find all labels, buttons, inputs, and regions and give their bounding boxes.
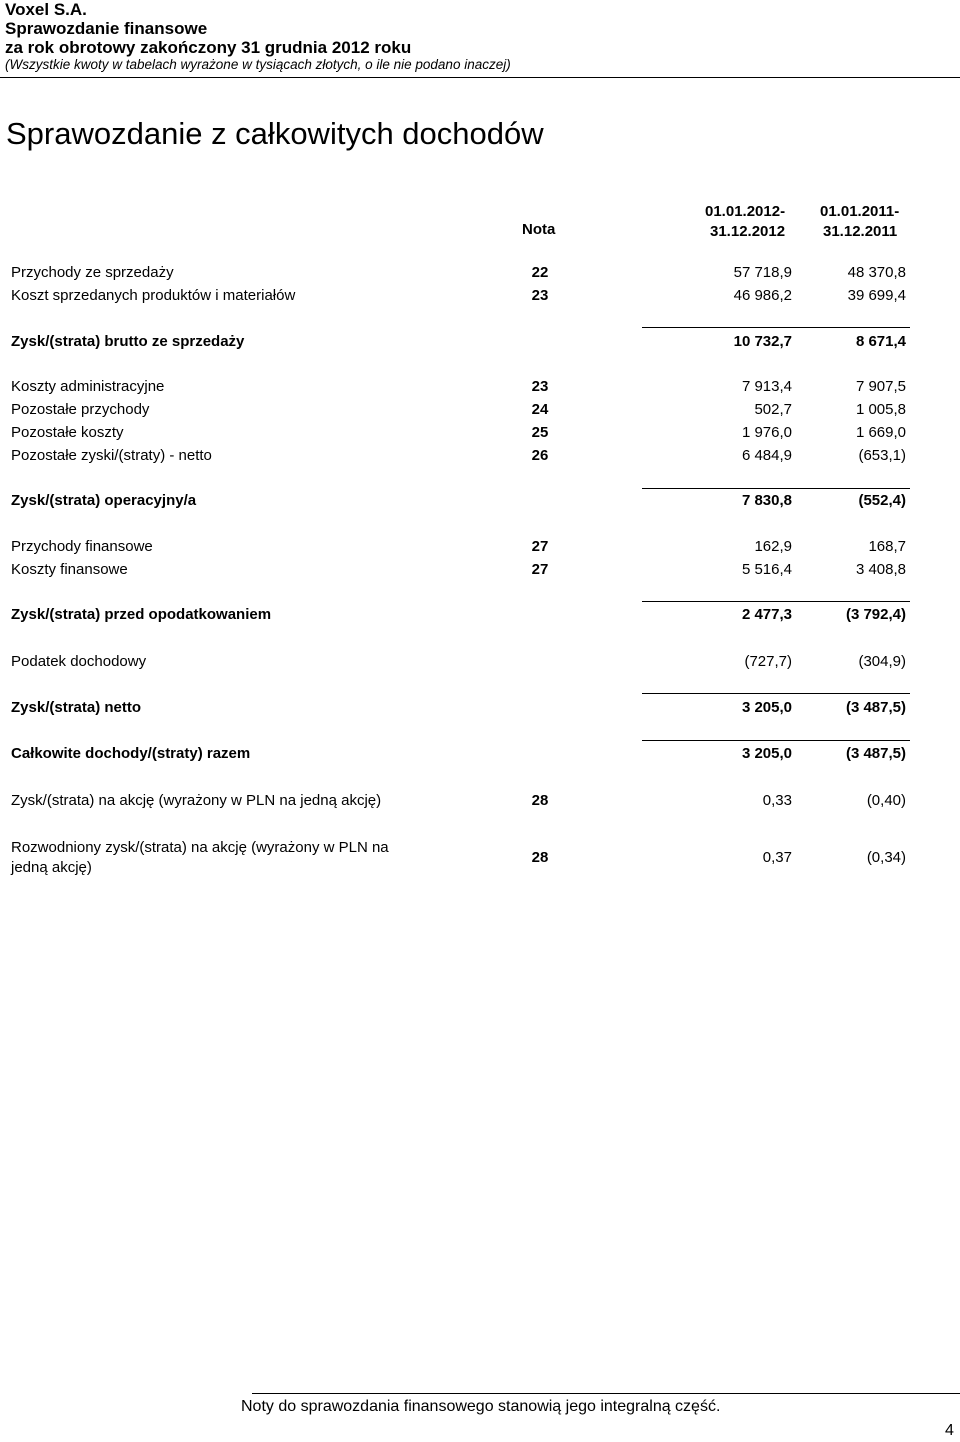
row-nota: 25: [531, 424, 549, 441]
statement-title: Sprawozdanie z całkowitych dochodów: [6, 116, 544, 151]
document-title: Sprawozdanie finansowe: [5, 19, 208, 38]
row-label: Pozostałe przychody: [11, 401, 150, 418]
row-nota: 24: [531, 401, 549, 418]
row-nota: 23: [531, 378, 549, 395]
subtotal-rule: [642, 327, 910, 328]
row-nota: 23: [531, 287, 549, 304]
row-value-2011: (0,40): [866, 792, 906, 809]
total-rule: [642, 740, 910, 741]
reporting-period: za rok obrotowy zakończony 31 grudnia 2012 roku: [5, 38, 412, 57]
row-value-2011: 3 408,8: [855, 561, 906, 578]
column-header-2012-line2: 31.12.2012: [710, 223, 786, 240]
column-header-2011-line1: 01.01.2011-: [820, 203, 900, 220]
row-label: Koszty administracyjne: [11, 378, 165, 395]
row-value-2011: (3 487,5): [845, 745, 906, 762]
row-label: Pozostałe koszty: [11, 424, 124, 441]
column-header-2011-line2: 31.12.2011: [823, 223, 898, 240]
row-value-2011: (3 792,4): [845, 606, 906, 623]
row-label: Zysk/(strata) na akcję (wyrażony w PLN na jedną akcję): [11, 792, 382, 809]
row-value-2012: 46 986,2: [733, 287, 792, 304]
row-value-2011: 48 370,8: [847, 264, 906, 281]
footer-note: Noty do sprawozdania finansowego stanowią jego integralną część.: [241, 1398, 721, 1415]
row-nota: 22: [531, 264, 549, 281]
row-value-2012: 3 205,0: [741, 745, 792, 762]
footer-divider: [252, 1393, 960, 1394]
row-label: Podatek dochodowy: [11, 653, 147, 670]
row-nota: 28: [531, 792, 549, 809]
row-value-2012: 0,37: [762, 849, 792, 866]
row-value-2011: 8 671,4: [855, 333, 906, 350]
row-label-line2: jedną akcję): [11, 859, 92, 876]
row-value-2012: 6 484,9: [741, 447, 792, 464]
row-label: Zysk/(strata) netto: [11, 699, 142, 716]
row-value-2012: 3 205,0: [741, 699, 792, 716]
row-label-line1: Rozwodniony zysk/(strata) na akcję (wyrażony w PLN na: [11, 839, 389, 856]
document-header: [5, 0, 955, 73]
row-value-2012: 7 830,8: [741, 492, 792, 509]
row-value-2012: (727,7): [744, 653, 792, 670]
row-value-2012: 2 477,3: [741, 606, 792, 623]
column-header-nota: Nota: [522, 221, 556, 238]
row-value-2012: 0,33: [762, 792, 792, 809]
row-value-2012: 1 976,0: [741, 424, 792, 441]
row-label: Koszty finansowe: [11, 561, 128, 578]
row-value-2011: 1 005,8: [855, 401, 906, 418]
row-label: Przychody ze sprzedaży: [11, 264, 174, 281]
row-nota: 28: [531, 849, 549, 866]
row-value-2011: (304,9): [858, 653, 906, 670]
row-value-2011: 39 699,4: [847, 287, 906, 304]
header-divider: [0, 77, 960, 78]
row-value-2011: (3 487,5): [845, 699, 906, 716]
row-value-2011: 7 907,5: [855, 378, 906, 395]
column-header-2012-line1: 01.01.2012-: [705, 203, 786, 220]
row-value-2012: 57 718,9: [733, 264, 792, 281]
page-number: 4: [945, 1422, 954, 1439]
row-value-2012: 502,7: [754, 401, 792, 418]
row-value-2011: 1 669,0: [855, 424, 906, 441]
subtotal-rule: [642, 601, 910, 602]
company-name: Voxel S.A.: [5, 0, 87, 19]
row-value-2011: (653,1): [858, 447, 906, 464]
row-label: Zysk/(strata) brutto ze sprzedaży: [11, 333, 245, 350]
subtotal-rule: [642, 693, 910, 694]
row-label: Przychody finansowe: [11, 538, 153, 555]
table-row: [0, 838, 960, 878]
row-label: Całkowite dochody/(straty) razem: [11, 745, 251, 762]
row-nota: 27: [531, 561, 549, 578]
row-value-2011: (0,34): [866, 849, 906, 866]
row-label: Zysk/(strata) operacyjny/a: [11, 492, 197, 509]
subtotal-rule: [642, 488, 910, 489]
row-value-2011: 168,7: [868, 538, 906, 555]
row-value-2012: 162,9: [754, 538, 792, 555]
row-nota: 26: [531, 447, 549, 464]
row-value-2012: 7 913,4: [741, 378, 792, 395]
currency-note: (Wszystkie kwoty w tabelach wyrażone w tysiącach złotych, o ile nie podano inaczej): [5, 57, 511, 72]
row-value-2011: (552,4): [858, 492, 906, 509]
row-label: Pozostałe zyski/(straty) - netto: [11, 447, 212, 464]
row-label: Koszt sprzedanych produktów i materiałów: [11, 287, 296, 304]
row-value-2012: 5 516,4: [741, 561, 792, 578]
row-nota: 27: [531, 538, 549, 555]
row-label: Zysk/(strata) przed opodatkowaniem: [11, 606, 272, 623]
row-value-2012: 10 732,7: [733, 333, 792, 350]
